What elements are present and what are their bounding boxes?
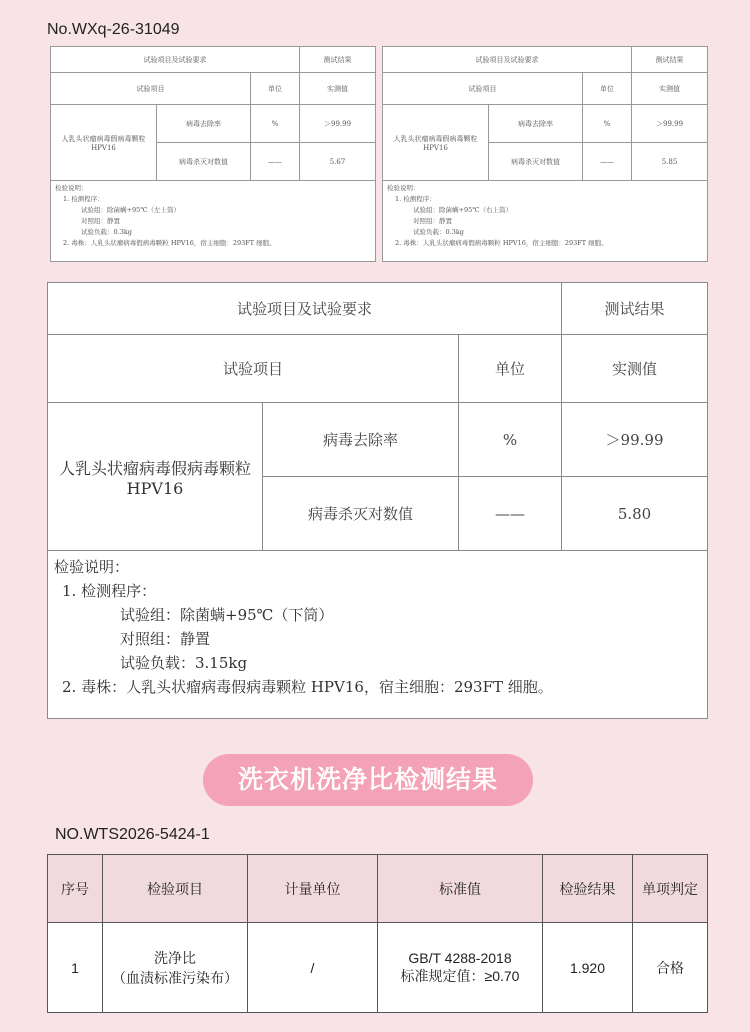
row-unit: —— (459, 477, 562, 551)
header-no: 序号 (48, 855, 103, 923)
row-value: 5.80 (562, 477, 708, 551)
row-label: 病毒去除率 (489, 105, 583, 143)
sample-code: HPV16 (423, 143, 448, 152)
report-number-bottom: NO.WTS2026-5424-1 (55, 826, 210, 843)
row-item-name: 洗净比 (154, 950, 196, 967)
notes-line: 试验负载：0.3kg (413, 228, 464, 236)
row-unit: % (459, 403, 562, 477)
notes-line: 试验组：除菌螨+95℃（左上筒） (81, 206, 180, 214)
sample-cell (383, 105, 489, 181)
header-unit: 计量单位 (248, 855, 378, 923)
col-unit: 单位 (459, 335, 562, 403)
row-unit: / (248, 923, 378, 1013)
main-test-table (47, 282, 708, 719)
row-label: 病毒杀灭对数值 (489, 143, 583, 181)
row-value: 5.67 (300, 143, 376, 181)
col-item: 试验项目 (48, 335, 459, 403)
notes-line: 对照组：静置 (81, 217, 120, 225)
row-item-note: （血渍标准污染布） (112, 970, 238, 987)
sample-name: 人乳头状瘤病毒假病毒颗粒 (61, 134, 146, 143)
small-test-table-left (50, 46, 376, 262)
col-item: 试验项目 (51, 73, 251, 105)
row-standard (378, 923, 543, 1013)
row-value: ＞99.99 (632, 105, 708, 143)
sample-name: 人乳头状瘤病毒假病毒颗粒 (393, 134, 478, 143)
sample-code: HPV16 (91, 143, 116, 152)
header-result: 测试结果 (562, 283, 708, 335)
header-item: 试验项目及试验要求 (48, 283, 562, 335)
report-number-top: No.WXq-26-31049 (47, 21, 180, 38)
row-label: 病毒杀灭对数值 (263, 477, 459, 551)
notes-line: 试验组：除菌螨+95℃（下筒） (120, 606, 334, 624)
small-test-table-right (382, 46, 708, 262)
notes-line: 2. 毒株：人乳头状瘤病毒假病毒颗粒 HPV16，宿主细胞：293FT 细胞。 (395, 239, 608, 247)
sample-code: HPV16 (126, 478, 184, 498)
notes-line: 1. 检测程序： (395, 195, 436, 203)
header-verdict: 单项判定 (633, 855, 708, 923)
header-item: 检验项目 (103, 855, 248, 923)
row-no: 1 (48, 923, 103, 1013)
row-unit: —— (251, 143, 300, 181)
col-unit: 单位 (583, 73, 632, 105)
row-item (103, 923, 248, 1013)
notes (51, 181, 376, 262)
header-result: 检验结果 (543, 855, 633, 923)
notes-line: 试验组：除菌螨+95℃（右上筒） (413, 206, 512, 214)
row-unit: % (583, 105, 632, 143)
row-label: 病毒杀灭对数值 (157, 143, 251, 181)
notes-line: 试验负载：3.15kg (120, 654, 248, 672)
notes-line: 试验负载：0.3kg (81, 228, 132, 236)
section-banner-title: 洗衣机洗净比检测结果 (203, 754, 533, 806)
notes-title: 检验说明： (54, 558, 130, 576)
notes-title: 检验说明： (55, 184, 88, 192)
row-value: 5.85 (632, 143, 708, 181)
row-standard-code: GB/T 4288-2018 (408, 949, 512, 966)
notes-line: 对照组：静置 (413, 217, 452, 225)
row-label: 病毒去除率 (157, 105, 251, 143)
row-label: 病毒去除率 (263, 403, 459, 477)
header-result: 测试结果 (300, 47, 376, 73)
notes (48, 551, 708, 719)
col-unit: 单位 (251, 73, 300, 105)
col-value: 实测值 (632, 73, 708, 105)
wash-ratio-table (47, 854, 708, 1013)
row-result: 1.920 (543, 923, 633, 1013)
col-item: 试验项目 (383, 73, 583, 105)
header-item: 试验项目及试验要求 (51, 47, 300, 73)
col-value: 实测值 (562, 335, 708, 403)
row-verdict: 合格 (633, 923, 708, 1013)
notes-line: 2. 毒株：人乳头状瘤病毒假病毒颗粒 HPV16，宿主细胞：293FT 细胞。 (63, 239, 276, 247)
notes-line: 1. 检测程序： (62, 582, 157, 600)
notes-line: 2. 毒株：人乳头状瘤病毒假病毒颗粒 HPV16，宿主细胞：293FT 细胞。 (62, 678, 553, 696)
header-standard: 标准值 (378, 855, 543, 923)
header-item: 试验项目及试验要求 (383, 47, 632, 73)
sample-cell (48, 403, 263, 551)
col-value: 实测值 (300, 73, 376, 105)
sample-name: 人乳头状瘤病毒假病毒颗粒 (58, 458, 251, 478)
row-unit: —— (583, 143, 632, 181)
row-unit: % (251, 105, 300, 143)
notes-title: 检验说明： (387, 184, 420, 192)
notes (383, 181, 708, 262)
header-result: 测试结果 (632, 47, 708, 73)
sample-cell (51, 105, 157, 181)
row-value: ＞99.99 (300, 105, 376, 143)
row-standard-value: 标准规定值：≥0.70 (400, 967, 520, 984)
notes-line: 1. 检测程序： (63, 195, 104, 203)
notes-line: 对照组：静置 (120, 630, 211, 648)
row-value: ＞99.99 (562, 403, 708, 477)
